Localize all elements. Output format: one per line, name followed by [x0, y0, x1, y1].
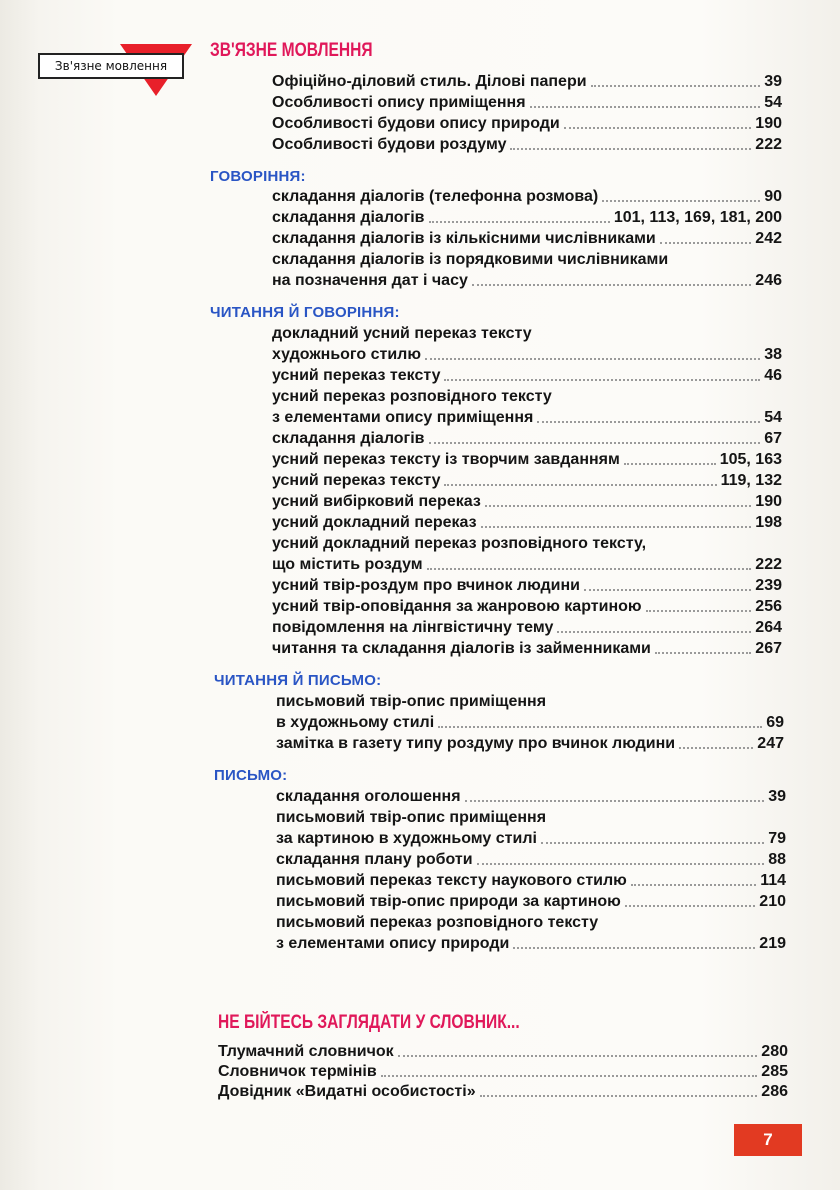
toc-entry-text: Довідник «Видатні особистості»	[218, 1083, 476, 1100]
leader-dots	[513, 947, 755, 949]
leader-dots	[541, 842, 764, 844]
section-title-chytannia-hovorinnia: ЧИТАННЯ Й ГОВОРІННЯ:	[210, 304, 400, 321]
toc-entry-text: письмовий переказ розповідного тексту	[276, 914, 599, 931]
leader-dots	[381, 1075, 758, 1077]
leader-dots	[646, 610, 752, 612]
leader-dots	[429, 442, 761, 444]
leader-dots	[624, 463, 716, 465]
toc-entry-text: з елементами опису природи	[276, 935, 510, 952]
leader-dots	[557, 631, 751, 633]
toc-entry[interactable]	[272, 72, 782, 92]
toc-entry-text: складання плану роботи	[276, 851, 473, 868]
toc-entry-page: 38	[764, 346, 782, 363]
toc-entry[interactable]	[272, 93, 782, 113]
toc-entry-text: письмовий твір-опис приміщення	[276, 693, 547, 710]
toc-entry-text: Тлумачний словничок	[218, 1043, 394, 1060]
toc-entry-text: усний переказ тексту	[272, 472, 441, 489]
toc-entry-text: в художньому стилі	[276, 714, 435, 731]
toc-entry[interactable]	[272, 639, 782, 659]
toc-entry-page: 242	[755, 230, 782, 247]
leader-dots	[472, 284, 751, 286]
section-title-zviazne: ЗВ'ЯЗНЕ МОВЛЕННЯ	[210, 40, 373, 61]
toc-entry-text: усний твір-оповідання за жанровою картиною	[272, 598, 642, 615]
toc-entry-text: усний переказ розповідного тексту	[272, 388, 552, 405]
leader-dots	[625, 905, 756, 907]
toc-entry-text: що містить роздум	[272, 556, 423, 573]
leader-dots	[444, 379, 760, 381]
toc-entry-page: 46	[764, 367, 782, 384]
toc-entry[interactable]	[272, 187, 782, 207]
toc-entry-page: 264	[755, 619, 782, 636]
toc-entry-page: 246	[755, 272, 782, 289]
toc-entry[interactable]	[272, 208, 782, 228]
toc-entry[interactable]	[272, 576, 782, 596]
toc-entry-text: складання оголошення	[276, 788, 461, 805]
leader-dots	[510, 148, 751, 150]
leader-dots	[655, 652, 751, 654]
toc-entry-page: 239	[755, 577, 782, 594]
toc-entry[interactable]	[272, 492, 782, 512]
toc-entry-page: 105, 163	[719, 451, 782, 468]
section-title-hovorinnia: ГОВОРІННЯ:	[210, 168, 306, 185]
toc-entry-text: на позначення дат і часу	[272, 272, 468, 289]
toc-entry-page: 280	[761, 1043, 788, 1060]
leader-dots	[485, 505, 752, 507]
toc-entry-page: 285	[761, 1063, 788, 1080]
toc-entry[interactable]	[218, 1082, 788, 1102]
toc-entry-text: усний докладний переказ розповідного тексту,	[272, 535, 647, 552]
toc-entry-page: 90	[764, 188, 782, 205]
toc-entry[interactable]	[272, 513, 782, 533]
leader-dots	[537, 421, 760, 423]
page-number-badge: 7	[734, 1124, 802, 1156]
toc-entry-text: читання та складання діалогів із займенниками	[272, 640, 651, 657]
toc-entry-text: докладний усний переказ тексту	[272, 325, 532, 342]
toc-entry[interactable]	[272, 345, 782, 365]
leader-dots	[438, 726, 762, 728]
toc-entry-text: художнього стилю	[272, 346, 421, 363]
toc-entry-page: 39	[768, 788, 786, 805]
section-title-chytannia-pysmo: ЧИТАННЯ Й ПИСЬМО:	[214, 672, 382, 689]
toc-entry-text: усний докладний переказ	[272, 514, 477, 531]
toc-entry[interactable]	[272, 429, 782, 449]
toc-entry[interactable]	[218, 1042, 788, 1062]
leader-dots	[477, 863, 765, 865]
toc-entry[interactable]	[218, 1062, 788, 1082]
leader-dots	[444, 484, 716, 486]
toc-entry[interactable]	[272, 555, 782, 575]
toc-entry[interactable]	[276, 892, 786, 912]
toc-entry-page: 286	[761, 1083, 788, 1100]
toc-entry[interactable]	[272, 135, 782, 155]
toc-entry-page: 190	[755, 493, 782, 510]
toc-entry[interactable]	[272, 471, 782, 491]
leader-dots	[631, 884, 756, 886]
toc-entry[interactable]	[276, 850, 786, 870]
leader-dots	[398, 1055, 758, 1057]
toc-entry-text: складання діалогів	[272, 430, 425, 447]
leader-dots	[427, 568, 752, 570]
toc-entry-text: Особливості будови роздуму	[272, 136, 507, 153]
toc-entry[interactable]	[272, 408, 782, 428]
leader-dots	[602, 200, 760, 202]
toc-entry-text: повідомлення на лінгвістичну тему	[272, 619, 554, 636]
toc-entry-page: 79	[768, 830, 786, 847]
toc-entry-text: складання діалогів із кількісними числівниками	[272, 230, 656, 247]
toc-entry-text: письмовий переказ тексту наукового стилю	[276, 872, 627, 889]
toc-entry-page: 210	[759, 893, 786, 910]
toc-entry-page: 219	[759, 935, 786, 952]
toc-entry-text: складання діалогів із порядковими числівниками	[272, 251, 669, 268]
toc-entry-page: 256	[755, 598, 782, 615]
toc-entry-page: 198	[755, 514, 782, 531]
toc-entry-text: усний вибірковий переказ	[272, 493, 481, 510]
leader-dots	[530, 106, 761, 108]
leader-dots	[679, 747, 753, 749]
toc-entry-text: Особливості опису приміщення	[272, 94, 526, 111]
leader-dots	[425, 358, 760, 360]
section-side-tab	[38, 44, 184, 96]
toc-entry[interactable]	[276, 713, 784, 733]
toc-entry-page: 67	[764, 430, 782, 447]
toc-entry[interactable]	[276, 871, 786, 891]
toc-entry-page: 54	[764, 94, 782, 111]
toc-entry-page: 54	[764, 409, 782, 426]
toc-entry-page: 39	[764, 73, 782, 90]
toc-entry[interactable]	[272, 366, 782, 386]
toc-entry-page: 69	[766, 714, 784, 731]
section-title-pysmo: ПИСЬМО:	[214, 767, 288, 784]
toc-entry-page: 190	[755, 115, 782, 132]
toc-entry-text: усний переказ тексту	[272, 367, 441, 384]
toc-entry-page: 247	[757, 735, 784, 752]
leader-dots	[429, 221, 610, 223]
section-title-slovnyk: НЕ БІЙТЕСЬ ЗАГЛЯДАТИ У СЛОВНИК...	[218, 1012, 520, 1033]
toc-entry[interactable]	[276, 787, 786, 807]
toc-entry[interactable]	[272, 271, 782, 291]
side-tab-label: Зв'язне мовлення	[38, 53, 184, 79]
leader-dots	[660, 242, 752, 244]
toc-entry[interactable]	[276, 934, 786, 954]
toc-entry-text: Словничок термінів	[218, 1063, 377, 1080]
toc-entry[interactable]	[272, 450, 782, 470]
toc-entry-page: 267	[755, 640, 782, 657]
toc-entry[interactable]	[276, 829, 786, 849]
leader-dots	[480, 1095, 758, 1097]
toc-entry-text: усний твір-роздум про вчинок людини	[272, 577, 581, 594]
toc-entry[interactable]	[272, 114, 782, 134]
toc-entry-text: Офіційно-діловий стиль. Ділові папери	[272, 73, 587, 90]
toc-entry[interactable]	[272, 618, 782, 638]
toc-entry-page: 222	[755, 556, 782, 573]
toc-entry-text: складання діалогів (телефонна розмова)	[272, 188, 599, 205]
toc-entry-page: 101, 113, 169, 181, 200	[613, 209, 782, 226]
toc-entry-text: замітка в газету типу роздуму про вчинок людини	[276, 735, 676, 752]
toc-entry-page: 88	[768, 851, 786, 868]
toc-entry-text: усний переказ тексту із творчим завданням	[272, 451, 620, 468]
leader-dots	[465, 800, 765, 802]
toc-entry-page: 114	[760, 872, 786, 889]
leader-dots	[564, 127, 752, 129]
toc-entry-text: Особливості будови опису природи	[272, 115, 560, 132]
toc-entry-text: письмовий твір-опис приміщення	[276, 809, 547, 826]
leader-dots	[584, 589, 751, 591]
toc-entry-text: за картиною в художньому стилі	[276, 830, 537, 847]
toc-entry-page: 222	[755, 136, 782, 153]
toc-entry-text: з елементами опису приміщення	[272, 409, 534, 426]
toc-entry[interactable]	[272, 597, 782, 617]
toc-entry[interactable]	[276, 734, 784, 754]
leader-dots	[481, 526, 752, 528]
toc-entry-text: складання діалогів	[272, 209, 425, 226]
toc-entry-page: 119, 132	[720, 472, 782, 489]
leader-dots	[591, 85, 761, 87]
toc-entry[interactable]	[272, 229, 782, 249]
toc-entry-text: письмовий твір-опис природи за картиною	[276, 893, 621, 910]
